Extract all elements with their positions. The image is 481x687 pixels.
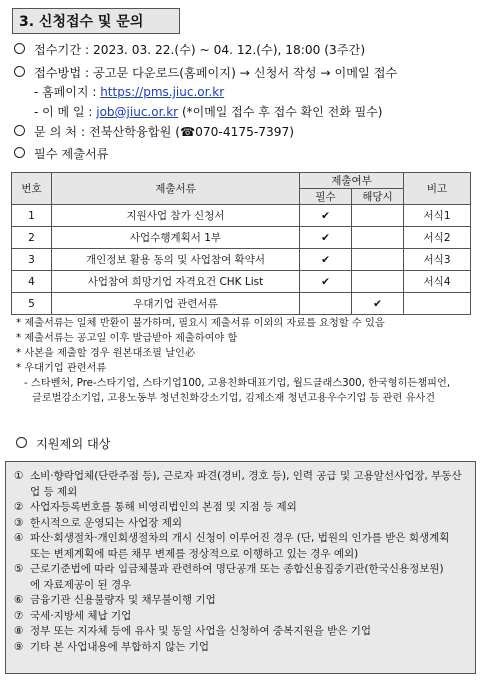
row-applicable xyxy=(352,227,404,249)
exclusion-item: ② 사업자등록번호를 통해 비영리법인의 본점 및 지점 등 제외 xyxy=(14,501,297,513)
row-doc: 우대기업 관련서류 xyxy=(52,293,300,315)
exclusion-item: ④ 파산·회생절차·개인회생절차의 개시 신청이 이루어진 경우 (단, 법원의 인가를 받은 회생계획 xyxy=(14,532,450,544)
required-docs-table xyxy=(11,172,471,315)
row-no: 2 xyxy=(12,227,52,249)
row-required xyxy=(300,293,352,315)
row-applicable xyxy=(352,271,404,293)
row-no: 4 xyxy=(12,271,52,293)
row-doc: 지원사업 참가 신청서 xyxy=(52,205,300,227)
exclusion-item: ⑧ 정부 또는 지자체 등에 유사 및 동일 사업을 신청하여 중복지원을 받은 기업 xyxy=(14,625,372,637)
exclusion-item: ⑤ 근로기준법에 따라 임금체불과 관련하여 명단공개 또는 종합신용집중기관(한국신용정보원) xyxy=(14,563,444,575)
header-no: 번호 xyxy=(12,173,52,205)
section-title: 3. 신청접수 및 문의 xyxy=(12,8,180,34)
table-row xyxy=(12,249,471,271)
contact-value: : 전북산학융합원 (☎070-4175-7397) xyxy=(80,125,294,139)
exclusion-item: ⑥ 금융기관 신용불량자 및 채무불이행 기업 xyxy=(14,594,216,606)
table-row xyxy=(12,293,471,315)
row-doc: 사업참여 희망기업 자격요건 CHK List xyxy=(52,271,300,293)
homepage-link[interactable]: https://pms.jiuc.or.kr xyxy=(100,85,225,99)
exclusion-item: ⑨ 기타 본 사업내용에 부합하지 않는 기업 xyxy=(14,640,209,653)
header-remark: 비고 xyxy=(404,173,471,205)
homepage-line xyxy=(34,84,224,100)
row-remark: 서식3 xyxy=(404,249,471,271)
exclusion-item: ③ 한시적으로 운영되는 사업장 제외 xyxy=(14,516,183,529)
contact-label: 문 의 처 xyxy=(34,125,78,139)
period-label: 접수기간 xyxy=(34,43,82,57)
row-applicable xyxy=(352,205,404,227)
circle-bullet-icon xyxy=(14,66,25,77)
check-icon: ✔ xyxy=(300,227,352,249)
method-label: 접수방법 xyxy=(34,66,82,80)
period-line xyxy=(14,42,365,58)
check-icon: ✔ xyxy=(352,293,404,315)
circle-bullet-icon xyxy=(16,437,27,448)
row-no: 3 xyxy=(12,249,52,271)
exclusion-item: ① 소비·향락업체(단란주점 등), 근로자 파견(경비, 경호 등), 인력 공급 및 고용알선사업장, 부동산 xyxy=(14,470,462,482)
table-row xyxy=(12,271,471,293)
exclusion-title: 지원제외 대상 xyxy=(36,437,111,451)
exclusion-item-cont: 또는 변제계획에 따른 채무 변제를 정상적으로 이행하고 있는 경우 예외) xyxy=(30,547,359,560)
row-remark: 서식4 xyxy=(404,271,471,293)
note-item: * 제출서류는 일체 반환이 불가하며, 필요시 제출서류 이외의 자료를 요청할 수 있음 xyxy=(16,318,385,329)
exclusion-item: ⑦ 국세·지방세 체납 기업 xyxy=(14,609,132,622)
header-doc: 제출서류 xyxy=(52,173,300,205)
row-remark xyxy=(404,293,471,315)
note-item: * 제출서류는 공고일 이후 발급받아 제출하여야 함 xyxy=(16,333,238,344)
circle-bullet-icon xyxy=(14,43,25,54)
required-docs-title: 필수 제출서류 xyxy=(34,147,109,161)
header-submit: 제출여부 xyxy=(300,173,404,189)
table-row xyxy=(12,205,471,227)
circle-bullet-icon xyxy=(14,125,25,136)
check-icon: ✔ xyxy=(300,271,352,293)
preferred-note-line1: - 스타벤처, Pre-스타기업, 스타기업100, 고용친화대표기업, 월드클래스300, 한국형히든챔피언, xyxy=(24,378,451,389)
email-note: (*이메일 접수 후 접수 확인 전화 필수) xyxy=(181,105,383,119)
table-row xyxy=(12,227,471,249)
contact-line xyxy=(14,124,294,140)
row-applicable xyxy=(352,249,404,271)
note-item: * 사본을 제출할 경우 원본대조필 날인必 xyxy=(16,348,196,359)
note-item: * 우대기업 관련서류 xyxy=(16,363,107,374)
row-doc: 사업수행계획서 1부 xyxy=(52,227,300,249)
exclusion-item-cont: 업 등 제외 xyxy=(30,485,78,498)
notes-list xyxy=(16,316,450,406)
exclusion-item-cont: 에 자료제공이 된 경우 xyxy=(30,578,132,591)
email-label: - 이 메 일 : xyxy=(34,105,93,119)
period-value: : 2023. 03. 22.(수) ~ 04. 12.(수), 18:00 (3주간) xyxy=(84,43,366,57)
exclusion-title-line xyxy=(16,436,111,452)
row-no: 5 xyxy=(12,293,52,315)
header-required: 필수 xyxy=(300,189,352,205)
email-link[interactable]: job@jiuc.or.kr xyxy=(96,105,179,119)
header-applicable: 해당시 xyxy=(352,189,404,205)
required-docs-line xyxy=(14,146,109,162)
homepage-label: - 홈페이지 : xyxy=(34,85,97,99)
row-doc: 개인정보 활용 동의 및 사업참여 확약서 xyxy=(52,249,300,271)
exclusion-box xyxy=(5,461,476,674)
preferred-note-line2: 글로벌강소기업, 고용노동부 청년친화강소기업, 김제소재 청년고용우수기업 등 관련 유사건 xyxy=(32,393,436,404)
circle-bullet-icon xyxy=(14,147,25,158)
method-line xyxy=(14,65,397,81)
email-line xyxy=(34,104,382,120)
check-icon: ✔ xyxy=(300,205,352,227)
row-no: 1 xyxy=(12,205,52,227)
method-value: : 공고문 다운로드(홈페이지) → 신청서 작성 → 이메일 접수 xyxy=(84,66,398,80)
row-remark: 서식1 xyxy=(404,205,471,227)
row-remark: 서식2 xyxy=(404,227,471,249)
check-icon: ✔ xyxy=(300,249,352,271)
exclusion-list xyxy=(14,469,469,655)
